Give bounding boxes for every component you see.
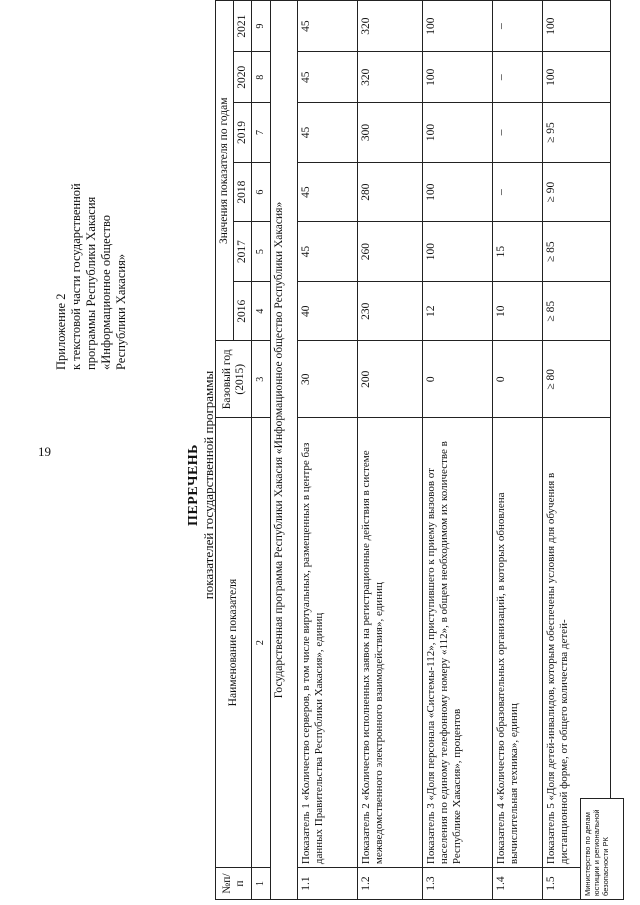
table-row (298, 1, 358, 900)
appendix-line: Республики Хакасия» (114, 253, 128, 370)
column-number: 2 (252, 418, 271, 868)
table-row (493, 1, 543, 900)
appendix-line: к текстовой части государственной (69, 183, 83, 370)
year-value: 320 (358, 52, 423, 103)
year-value: 100 (423, 52, 493, 103)
appendix-line: «Информационное общество (99, 214, 113, 370)
header-base-year: Базовый год (2015) (216, 341, 252, 418)
indicator-name: Показатель 3 «Доля персонала «Системы-112», приступившего к приему вызовов от населения по единому телефонному номеру «112», в общем необходимом их количестве в Республике Хакасия», процентов (423, 418, 493, 868)
year-cell: 2019 (234, 103, 252, 163)
column-number: 9 (252, 1, 271, 52)
year-value: 260 (358, 222, 423, 282)
year-cell: 2016 (234, 281, 252, 341)
year-value: 100 (543, 52, 611, 103)
year-value: 100 (543, 1, 611, 52)
year-value: ≥ 90 (543, 162, 611, 222)
year-value: 10 (493, 281, 543, 341)
year-value: ≥ 95 (543, 103, 611, 163)
year-cell: 2021 (234, 1, 252, 52)
appendix-note (54, 40, 129, 370)
row-number: 1.1 (298, 868, 358, 900)
table-row (543, 1, 611, 900)
column-number: 3 (252, 341, 271, 418)
base-value: 200 (358, 341, 423, 418)
column-numbering-row (252, 1, 271, 900)
year-value: 45 (298, 162, 358, 222)
base-value: 30 (298, 341, 358, 418)
year-value: 45 (298, 52, 358, 103)
section-row (271, 1, 298, 900)
year-value: 45 (298, 222, 358, 282)
year-value: 45 (298, 1, 358, 52)
column-number: 1 (252, 868, 271, 900)
year-value: – (493, 52, 543, 103)
year-value: – (493, 162, 543, 222)
year-value: ≥ 85 (543, 281, 611, 341)
row-number: 1.5 (543, 868, 611, 900)
year-value: ≥ 85 (543, 222, 611, 282)
column-number: 4 (252, 281, 271, 341)
year-value: 100 (423, 103, 493, 163)
year-value: 12 (423, 281, 493, 341)
year-value: 100 (423, 162, 493, 222)
page-number: 19 (38, 444, 51, 459)
appendix-title: Приложение 2 (54, 293, 68, 370)
ministry-stamp: Министерство по делам юстиции и региональной безопасности РК (580, 798, 624, 900)
year-value: 230 (358, 281, 423, 341)
indicator-name: Показатель 1 «Количество серверов, в том числе виртуальных, размещенных в центре баз данных Правительства Республики Хакасия», единиц (298, 418, 358, 868)
year-value: 100 (423, 1, 493, 52)
header-name: Наименование показателя (216, 418, 252, 868)
header-row (216, 1, 234, 900)
column-number: 7 (252, 103, 271, 163)
year-value: – (493, 103, 543, 163)
base-value: ≥ 80 (543, 341, 611, 418)
year-value: 45 (298, 103, 358, 163)
column-number: 8 (252, 52, 271, 103)
document-title: ПЕРЕЧЕНЬ (186, 444, 201, 526)
header-values-by-year: Значения показателя по годам (216, 1, 234, 342)
row-number: 1.4 (493, 868, 543, 900)
appendix-line: программы Республики Хакасия (84, 196, 98, 370)
year-value: 300 (358, 103, 423, 163)
year-cell: 2020 (234, 52, 252, 103)
section-title: Государственная программа Республики Хакасия «Информационное общество Республики Хакасия» (271, 1, 298, 900)
indicator-name: Показатель 5 «Доля детей-инвалидов, которым обеспечены условия для обучения в дистанционной форме, от общего количества детей- (543, 418, 611, 868)
year-value: 15 (493, 222, 543, 282)
table-row (423, 1, 493, 900)
indicators-table (215, 0, 611, 900)
base-value: 0 (493, 341, 543, 418)
year-value: 100 (423, 222, 493, 282)
column-number: 5 (252, 222, 271, 282)
header-no: №п/п (216, 868, 252, 900)
year-value: 280 (358, 162, 423, 222)
year-cell: 2018 (234, 162, 252, 222)
table-row (358, 1, 423, 900)
column-number: 6 (252, 162, 271, 222)
indicator-name: Показатель 2 «Количество исполненных заявок на регистрационные действия в системе межведомственного электронного взаимодействия», единиц (358, 418, 423, 868)
row-number: 1.2 (358, 868, 423, 900)
year-value: 320 (358, 1, 423, 52)
year-cell: 2017 (234, 222, 252, 282)
document-subtitle: показателей государственной программы (201, 370, 216, 600)
year-value: – (493, 1, 543, 52)
year-value: 40 (298, 281, 358, 341)
row-number: 1.3 (423, 868, 493, 900)
base-value: 0 (423, 341, 493, 418)
indicator-name: Показатель 4 «Количество образовательных организаций, в которых обновлена вычислительная техника», единиц (493, 418, 543, 868)
